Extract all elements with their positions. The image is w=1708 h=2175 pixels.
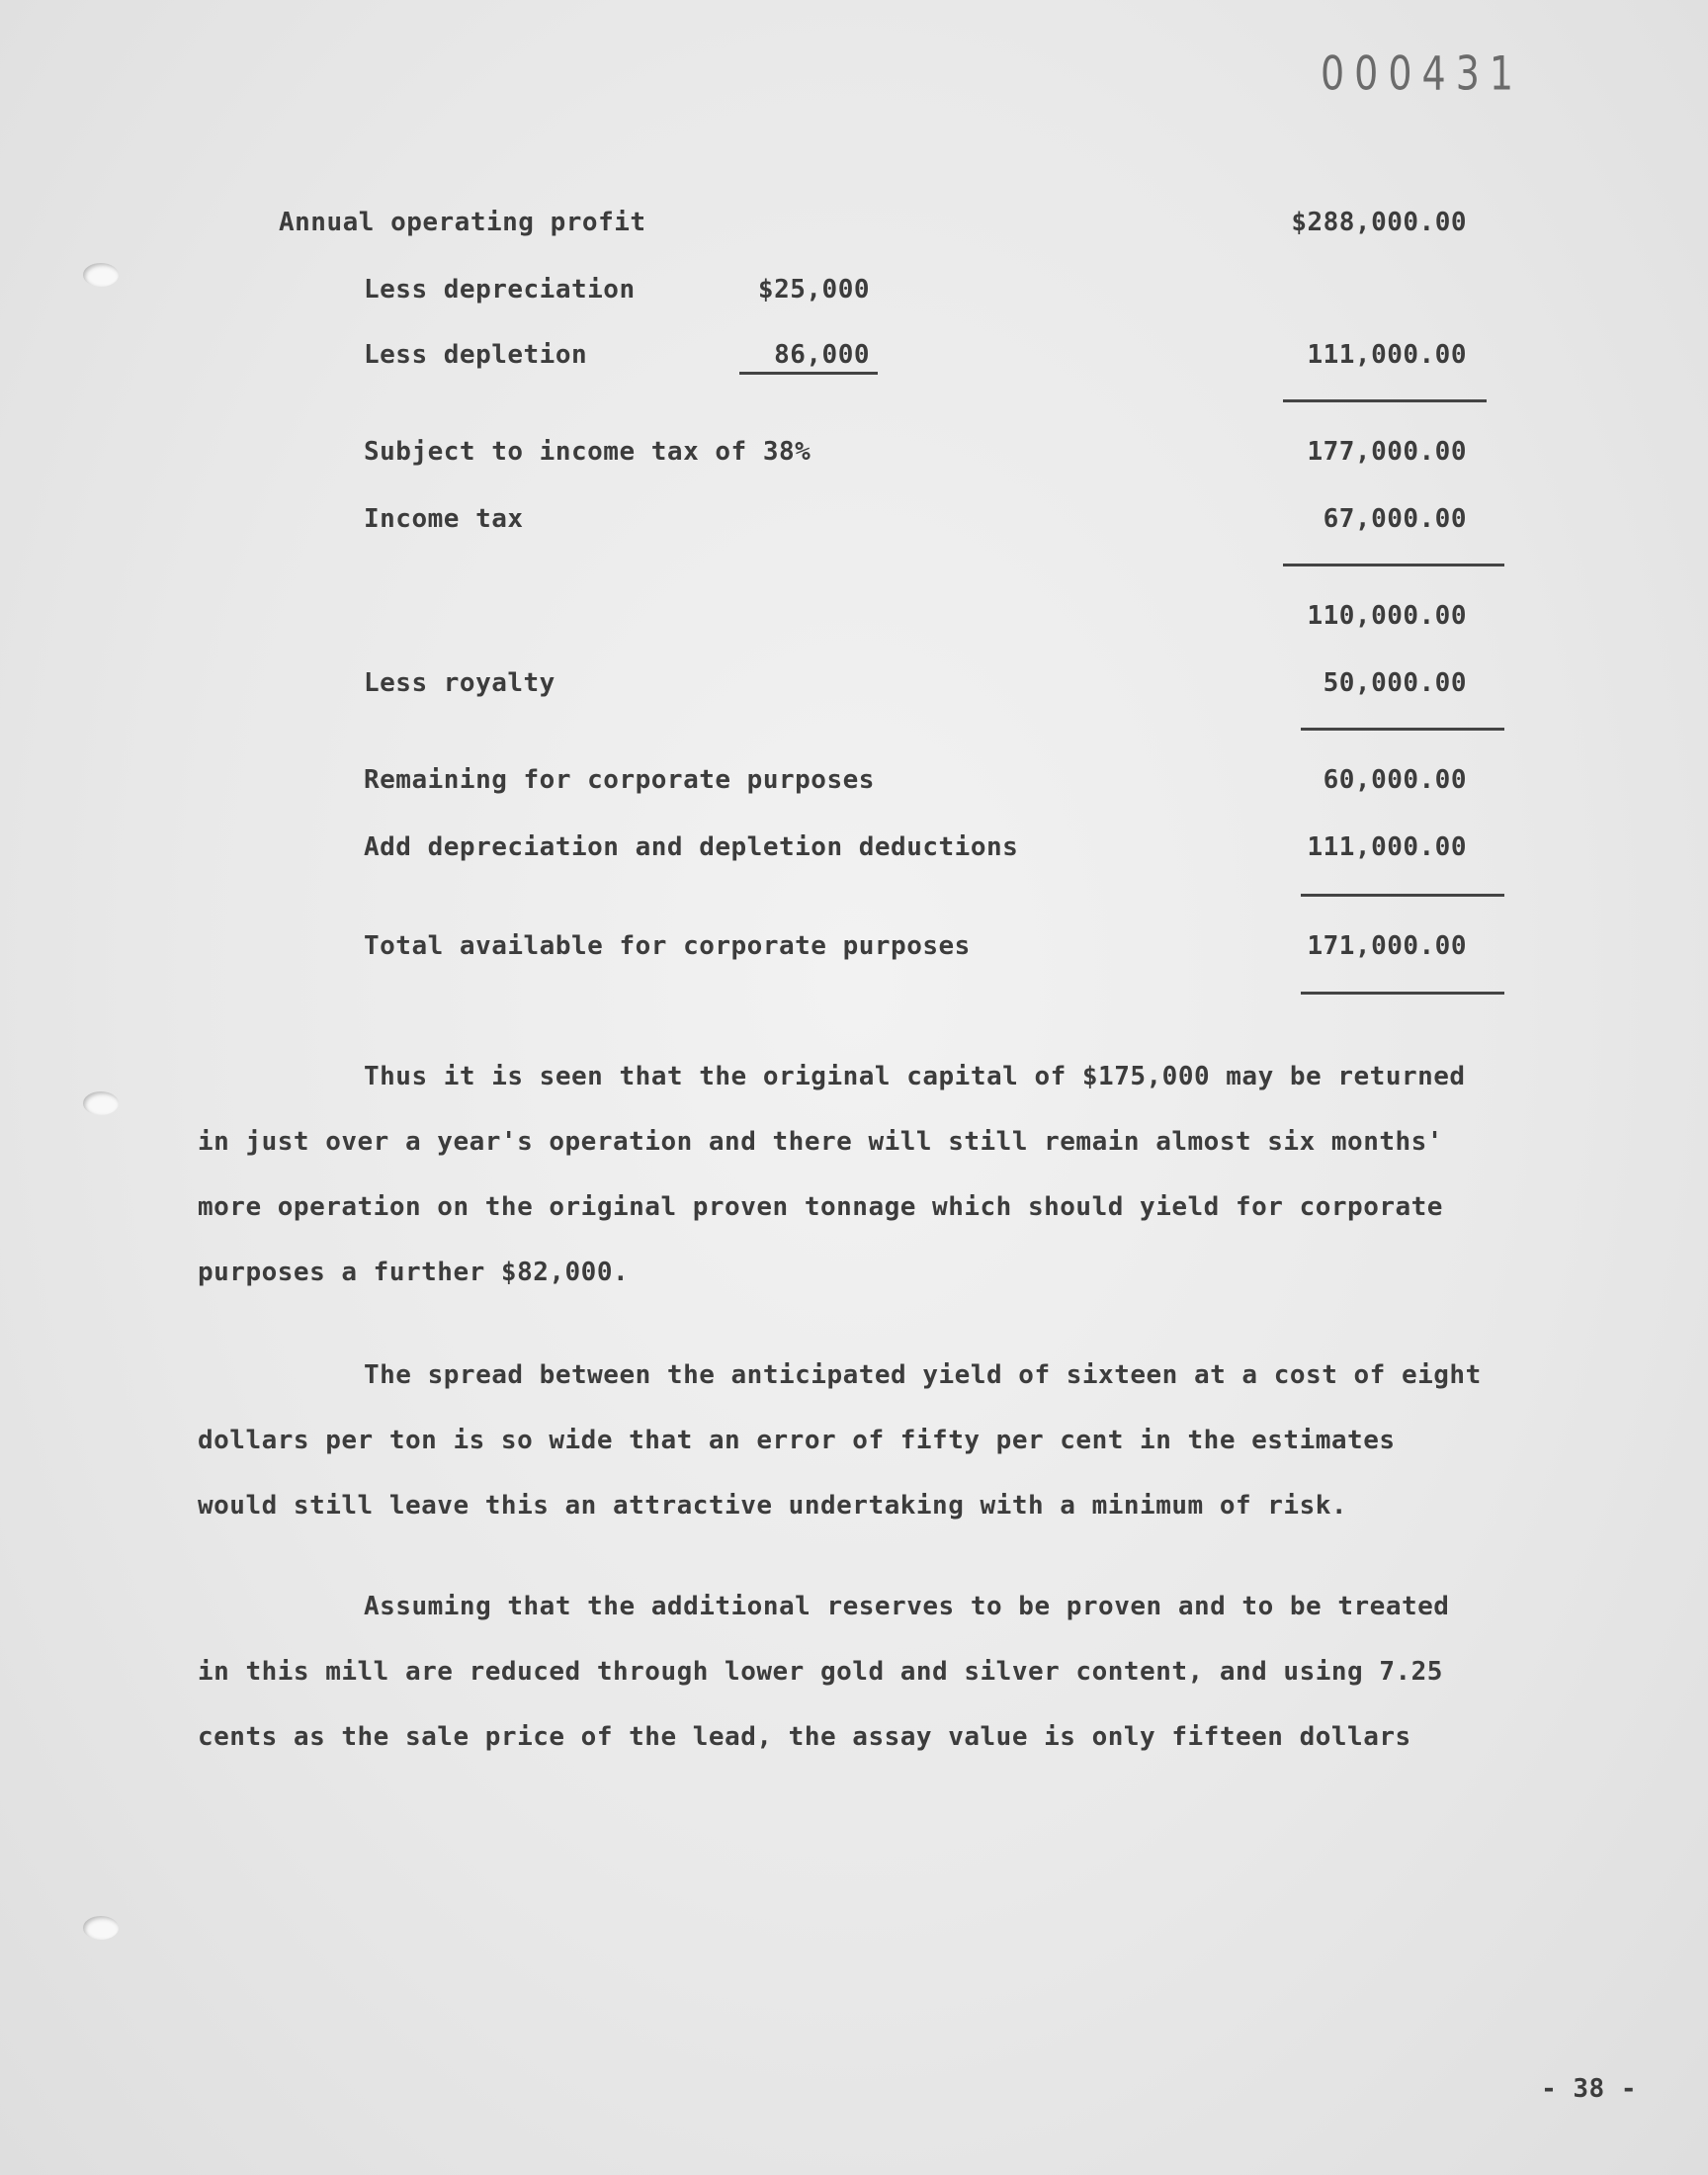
paragraph-line: The spread between the anticipated yield of sixteen at a cost of eight [364, 1360, 1482, 1390]
income-tax-label: Income tax [364, 504, 524, 534]
annual-operating-profit-label: Annual operating profit [279, 208, 646, 237]
subtotal-rule [1301, 728, 1504, 731]
subtotal-rule [1283, 564, 1504, 566]
underline-rule [739, 372, 878, 375]
remaining-value: 60,000.00 [1323, 765, 1467, 795]
page-number: - 38 - [1541, 2074, 1637, 2104]
less-depreciation-amount: $25,000 [757, 275, 870, 304]
punch-hole [83, 1091, 119, 1115]
subtotal-rule [1301, 894, 1504, 897]
annual-operating-profit-value: $288,000.00 [1291, 208, 1467, 237]
less-depletion-amount: 86,000 [774, 340, 870, 370]
document-stamp-number: 000431 [1321, 45, 1524, 101]
paragraph-line: would still leave this an attractive undertaking with a minimum of risk. [198, 1491, 1348, 1521]
less-depletion-label: Less depletion [364, 340, 588, 370]
paragraph-line: purposes a further $82,000. [198, 1258, 630, 1287]
paragraph [198, 1343, 1522, 1538]
less-royalty-label: Less royalty [364, 668, 555, 698]
punch-hole [83, 263, 119, 287]
paragraph-line: in this mill are reduced through lower gold and silver content, and using 7.25 [198, 1657, 1443, 1687]
income-tax-value: 67,000.00 [1323, 504, 1467, 534]
paragraph-line: cents as the sale price of the lead, the assay value is only fifteen dollars [198, 1722, 1411, 1752]
paragraph-line: in just over a year's operation and there will still remain almost six months' [198, 1127, 1443, 1157]
add-deductions-label: Add depreciation and depletion deductions [364, 832, 1019, 862]
paragraph-line: Thus it is seen that the original capital of $175,000 may be returned [364, 1062, 1466, 1091]
total-value: 171,000.00 [1307, 931, 1467, 961]
paragraph [198, 1044, 1522, 1305]
paragraph [198, 1574, 1522, 1770]
add-deductions-value: 111,000.00 [1307, 832, 1467, 862]
total-label: Total available for corporate purposes [364, 931, 971, 961]
subtotal-value: 110,000.00 [1307, 601, 1467, 631]
paragraph-line: Assuming that the additional reserves to be proven and to be treated [364, 1592, 1450, 1621]
punch-hole [83, 1916, 119, 1940]
paragraph-line: dollars per ton is so wide that an error of fifty per cent in the estimates [198, 1426, 1396, 1455]
remaining-label: Remaining for corporate purposes [364, 765, 875, 795]
less-depletion-value: 111,000.00 [1307, 340, 1467, 370]
paragraph-line: more operation on the original proven tonnage which should yield for corporate [198, 1192, 1443, 1222]
subtotal-rule [1283, 399, 1487, 402]
less-depreciation-label: Less depreciation [364, 275, 636, 304]
subject-to-tax-label: Subject to income tax of 38% [364, 437, 811, 467]
total-rule [1301, 992, 1504, 995]
subject-to-tax-value: 177,000.00 [1307, 437, 1467, 467]
less-royalty-value: 50,000.00 [1323, 668, 1467, 698]
